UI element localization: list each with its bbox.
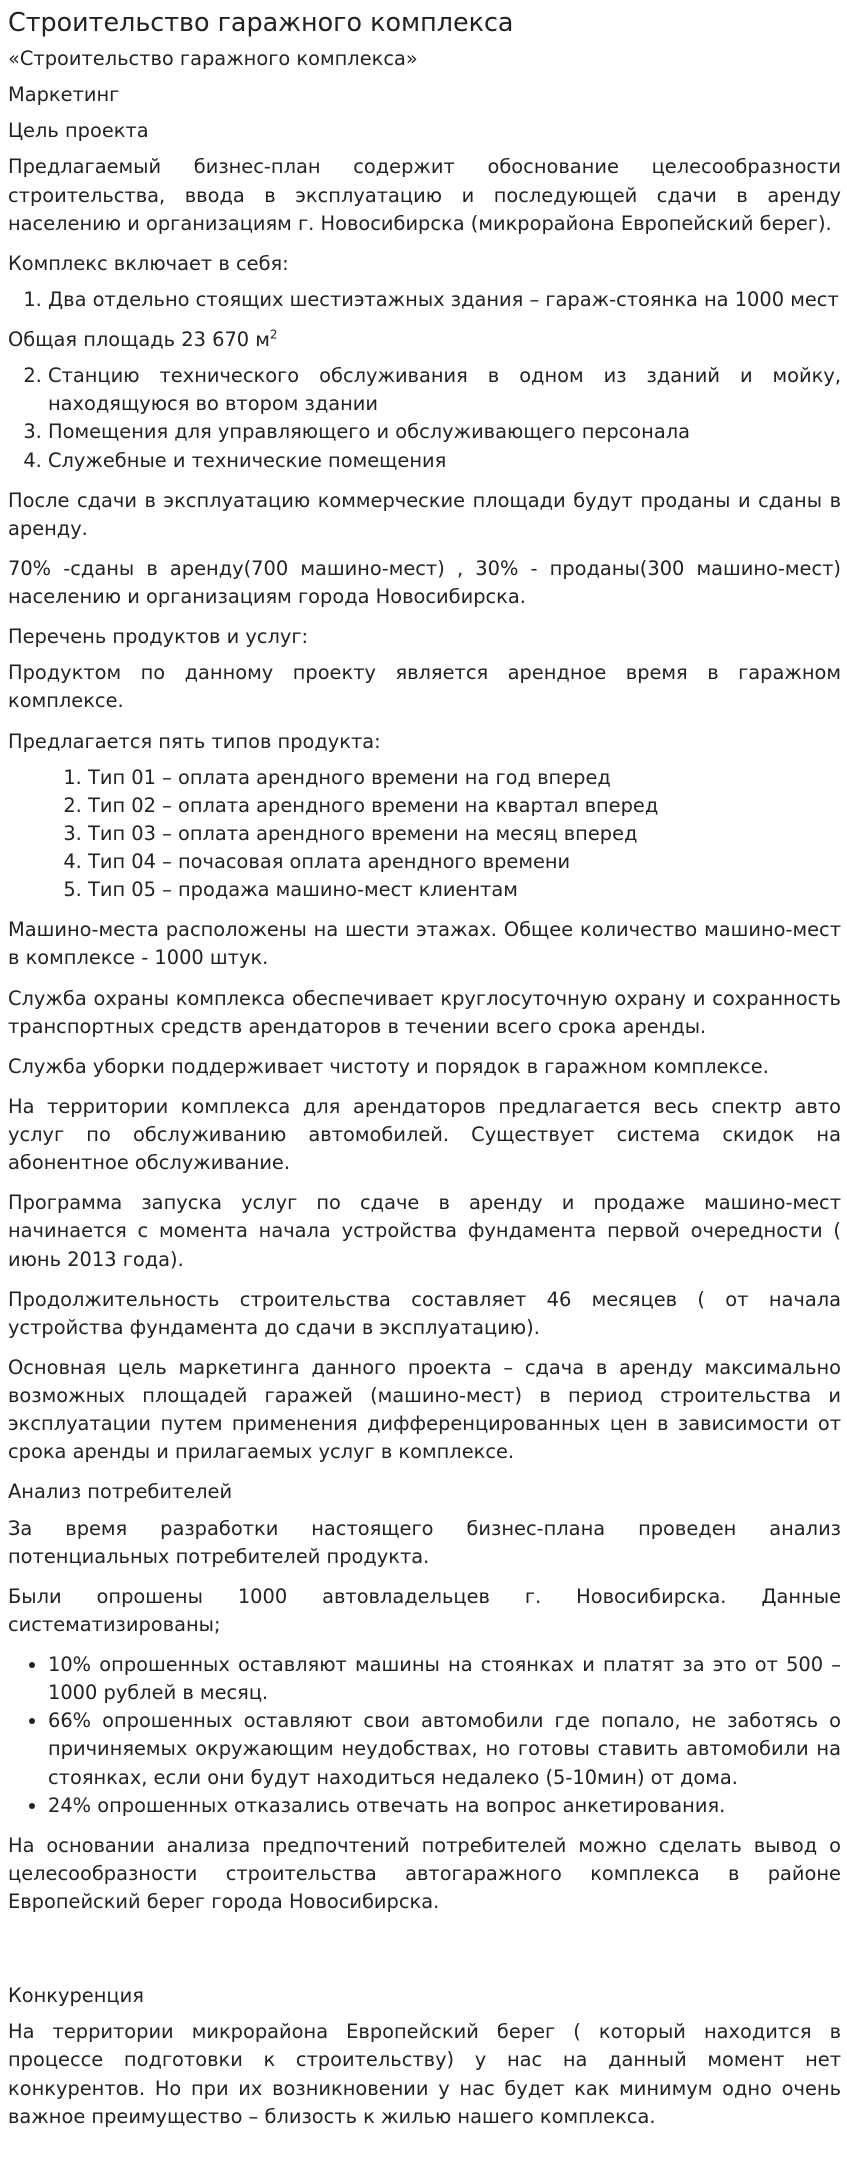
paragraph-product: Продуктом по данному проекту является арендное время в гаражном комплексе.	[8, 661, 841, 713]
section-heading-competition: Конкуренция	[8, 1984, 144, 2008]
page-title: Строительство гаражного комплекса	[8, 7, 514, 37]
paragraph-launch: Программа запуска услуг по сдаче в аренду и продаже машино-мест начинается с момента начала устройства фундамента первой очередности ( июнь 2013 года).	[8, 1191, 841, 1271]
section-heading-analysis: Анализ потребителей	[8, 1480, 233, 1504]
paragraph-competition: На территории микрорайона Европейский берег ( который находится в процессе подготовки к строительству) у нас на данный момент нет конкурентов. Но при их возникновении у нас будет как минимум одно очень важное преимущество – близость к жилью нашего комплекса.	[8, 2020, 841, 2128]
paragraph-conclusion: На основании анализа предпочтений потребителей можно сделать вывод о целесообразности строительства автогаражного комплекса в районе Европейский берег города Новосибирска.	[8, 1833, 841, 1914]
paragraph-marketing-goal: Основная цель маркетинга данного проекта – сдача в аренду максимально возможных площадей гаражей (машино-мест) в период строительства и эксплуатации путем применения дифференцированных цен в зависимости от срока аренды и прилагаемых услуг в комплексе.	[8, 1355, 841, 1464]
section-heading-goal: Цель проекта	[8, 119, 149, 143]
list-item: 2. Станцию технического обслуживания в одном из зданий и мойку, находящуюся во втором здании	[48, 362, 841, 418]
list-item: 4. Служебные и технические помещения	[48, 447, 841, 475]
list-item: • 24% опрошенных отказались отвечать на вопрос анкетирования.	[48, 1792, 841, 1820]
paragraph-analysis: За время разработки настоящего бизнес-плана проведен анализ потенциальных потребителей продукта.	[8, 1516, 841, 1568]
paragraph-places: Машино-места расположены на шести этажах. Общее количество машино-мест в комплексе - 1000 штук.	[8, 918, 841, 970]
list-item: • 10% опрошенных оставляют машины на стоянках и платят за это от 500 – 1000 рублей в месяц.	[48, 1651, 841, 1707]
section-heading-marketing: Маркетинг	[8, 83, 120, 107]
section-spacer	[8, 1928, 841, 1982]
total-area-text: Общая площадь 23 670 м	[8, 328, 270, 352]
document-subtitle: «Строительство гаражного комплекса»	[8, 47, 418, 71]
list-item: 1. Тип 01 – оплата арендного времени на год вперед	[88, 764, 841, 792]
complex-list-part-2	[8, 362, 841, 475]
area-unit-superscript: 2	[269, 327, 278, 342]
list-item: 1. Два отдельно стоящих шестиэтажных здания – гараж-стоянка на 1000 мест	[48, 286, 841, 314]
paragraph-after-commissioning: После сдачи в эксплуатацию коммерческие площади будут проданы и сданы в аренду.	[8, 488, 841, 540]
survey-results-list	[8, 1651, 841, 1820]
paragraph-products-title: Перечень продуктов и услуг:	[8, 625, 309, 649]
paragraph-duration: Продолжительность строительства составляет 46 месяцев ( от начала устройства фундамента до сдачи в эксплуатацию).	[8, 1287, 841, 1339]
paragraph-intro: Предлагаемый бизнес-план содержит обоснование целесообразности строительства, ввода в эксплуатацию и последующей сдачи в аренду населению и организациям г. Новосибирска (микрорайона Европейский берег).	[8, 155, 841, 235]
product-types-list	[8, 764, 841, 905]
paragraph-types-title: Предлагается пять типов продукта:	[8, 729, 381, 753]
complex-list-part-1	[8, 286, 841, 314]
list-item: 2. Тип 02 – оплата арендного времени на квартал вперед	[88, 792, 841, 820]
list-item: 3. Помещения для управляющего и обслуживающего персонала	[48, 418, 841, 446]
paragraph-security: Служба охраны комплекса обеспечивает круглосуточную охрану и сохранность транспортных средств арендаторов в течении всего срока аренды.	[8, 986, 841, 1038]
paragraph-survey: Были опрошены 1000 автовладельцев г. Новосибирска. Данные систематизированы;	[8, 1584, 841, 1636]
list-item: 5. Тип 05 – продажа машино-мест клиентам	[88, 876, 841, 904]
paragraph-cleaning: Служба уборки поддерживает чистоту и порядок в гаражном комплексе.	[8, 1054, 769, 1078]
paragraph-split: 70% -сданы в аренду(700 машино-мест) , 30% - проданы(300 машино-мест) населению и организациям города Новосибирска.	[8, 556, 841, 609]
list-item: 4. Тип 04 – почасовая оплата арендного времени	[88, 848, 841, 876]
total-area	[8, 326, 841, 354]
list-item: 3. Тип 03 – оплата арендного времени на месяц вперед	[88, 820, 841, 848]
paragraph-services: На территории комплекса для арендаторов предлагается весь спектр авто услуг по обслуживанию автомобилей. Существует система скидок на абонентное обслуживание.	[8, 1094, 841, 1175]
list-item: • 66% опрошенных оставляют свои автомобили где попало, не заботясь о причиняемых окружающим неудобствах, но готовы ставить автомобили на стоянках, если они будут находиться недалеко (5-10мин) от дома.	[48, 1707, 841, 1791]
paragraph-includes: Комплекс включает в себя:	[8, 251, 289, 275]
